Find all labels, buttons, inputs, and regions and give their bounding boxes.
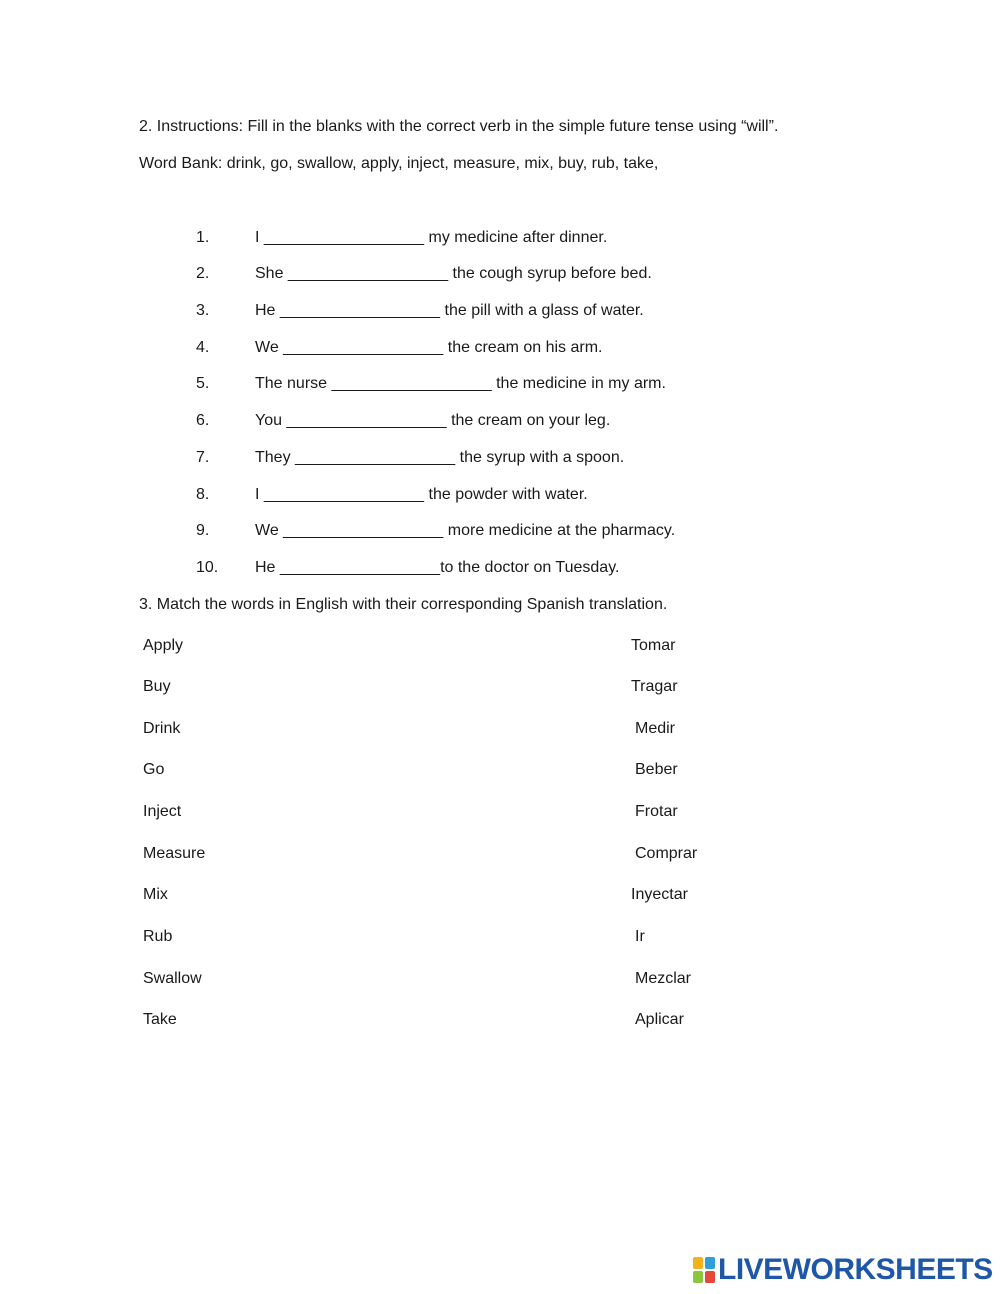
logo-tile <box>693 1257 703 1269</box>
exercise-sentence: I __________________ my medicine after dinner. <box>255 229 608 246</box>
logo-tile <box>705 1257 715 1269</box>
exercise-number: 9. <box>196 522 210 539</box>
exercise-number: 1. <box>196 229 210 246</box>
exercise-number: 7. <box>196 449 210 466</box>
spanish-word[interactable]: Inyectar <box>631 886 688 903</box>
section2-instructions: 2. Instructions: Fill in the blanks with the correct verb in the simple future tense using “will”. <box>139 118 779 135</box>
english-word[interactable]: Apply <box>143 637 184 654</box>
exercise-sentence: We __________________ the cream on his arm. <box>255 339 603 356</box>
exercise-number: 5. <box>196 375 210 392</box>
english-word[interactable]: Rub <box>143 928 173 945</box>
english-word[interactable]: Drink <box>143 720 181 737</box>
logo-tile <box>705 1271 715 1283</box>
exercise-number: 2. <box>196 265 210 282</box>
exercise-number: 4. <box>196 339 210 356</box>
exercise-sentence: They __________________ the syrup with a spoon. <box>255 449 625 466</box>
english-word[interactable]: Take <box>143 1011 177 1028</box>
spanish-word[interactable]: Ir <box>635 928 645 945</box>
spanish-word[interactable]: Aplicar <box>635 1011 684 1028</box>
logo-wordmark: LIVEWORKSHEETS <box>718 1253 993 1286</box>
spanish-word[interactable]: Tragar <box>631 678 678 695</box>
spanish-word[interactable]: Mezclar <box>635 970 692 987</box>
liveworksheets-logo[interactable] <box>693 1253 993 1287</box>
english-word[interactable]: Buy <box>143 678 171 695</box>
word-bank: Word Bank: drink, go, swallow, apply, inject, measure, mix, buy, rub, take, <box>139 155 659 172</box>
exercise-sentence: She __________________ the cough syrup before bed. <box>255 265 652 282</box>
english-word[interactable]: Swallow <box>143 970 202 987</box>
exercise-sentence: We __________________ more medicine at the pharmacy. <box>255 522 676 539</box>
logo-tile <box>693 1271 703 1283</box>
section3-title: 3. Match the words in English with their corresponding Spanish translation. <box>139 596 668 613</box>
exercise-sentence: I __________________ the powder with water. <box>255 486 588 503</box>
exercise-sentence: The nurse __________________ the medicine in my arm. <box>255 375 666 392</box>
exercise-number: 10. <box>196 559 219 576</box>
exercise-sentence: You __________________ the cream on your leg. <box>255 412 611 429</box>
english-word[interactable]: Measure <box>143 845 206 862</box>
exercise-sentence: He __________________ the pill with a glass of water. <box>255 302 644 319</box>
exercise-number: 6. <box>196 412 210 429</box>
spanish-word[interactable]: Medir <box>635 720 676 737</box>
liveworksheets-logo-icon <box>693 1257 715 1283</box>
exercise-sentence: He __________________to the doctor on Tuesday. <box>255 559 620 576</box>
english-word[interactable]: Mix <box>143 886 168 903</box>
english-word[interactable]: Go <box>143 761 165 778</box>
english-word[interactable]: Inject <box>143 803 182 820</box>
spanish-word[interactable]: Comprar <box>635 845 698 862</box>
spanish-word[interactable]: Tomar <box>631 637 676 654</box>
spanish-word[interactable]: Beber <box>635 761 678 778</box>
exercise-number: 3. <box>196 302 210 319</box>
spanish-word[interactable]: Frotar <box>635 803 678 820</box>
exercise-number: 8. <box>196 486 210 503</box>
